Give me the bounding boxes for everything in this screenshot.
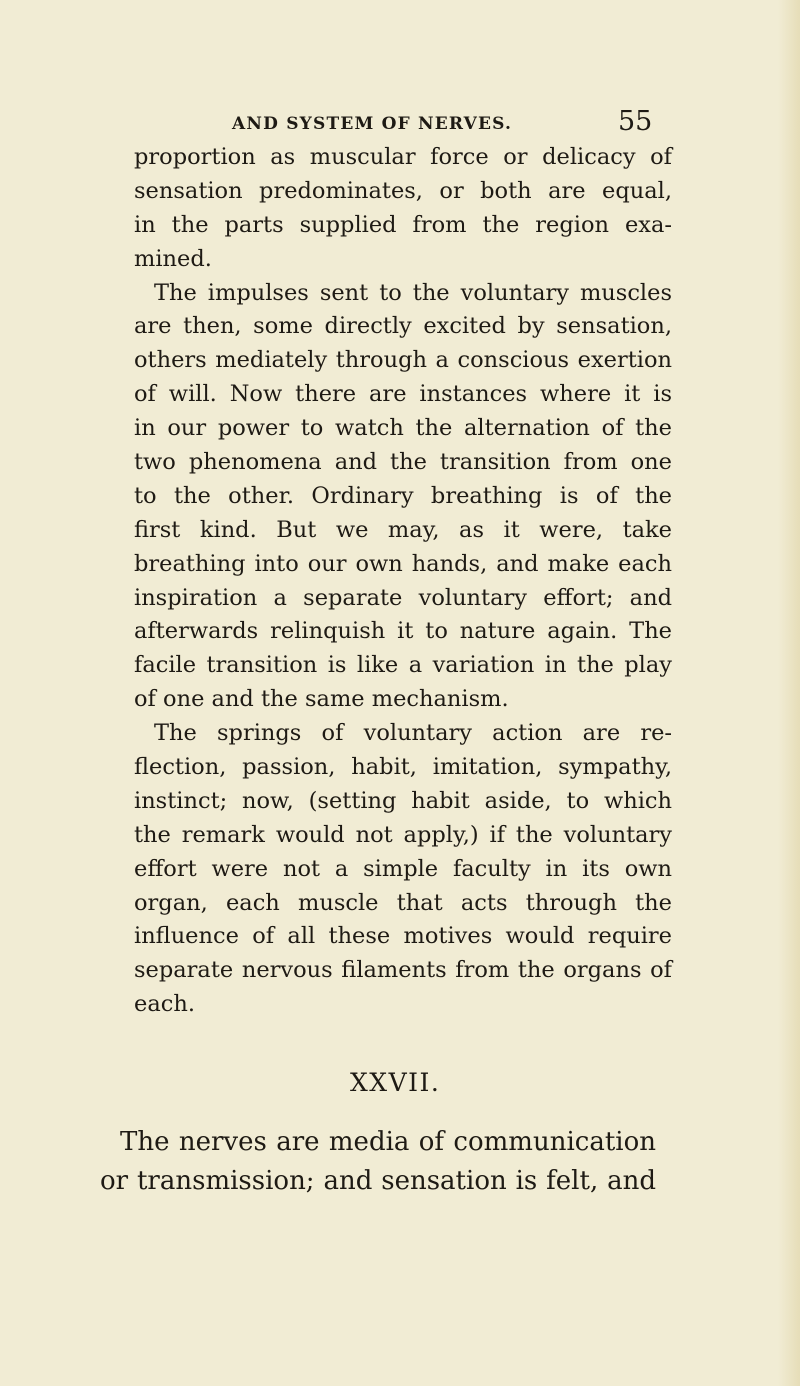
text-line: influence of all these motives would require [134,923,672,950]
text-line: inspiration a separate voluntary effort; and [134,584,672,611]
text-line: breathing into our own hands, and make each [134,550,672,577]
text-line: in the parts supplied from the region exa- [134,211,672,238]
text-line: The impulses sent to the voluntary muscles [154,279,672,306]
text-line: afterwards relinquish it to nature again. The [134,618,672,645]
text-line: each. [134,991,195,1018]
text-line: first kind. But we may, as it were, take [134,516,672,543]
section-text-line: or transmission; and sensation is felt, and [100,1166,656,1196]
text-line: proportion as muscular force or delicacy of [134,144,672,170]
text-line: The springs of voluntary action are re- [154,720,672,747]
text-line: facile transition is like a variation in the play [134,652,672,679]
text-line: in our power to watch the alternation of the [134,415,672,442]
page-edge [778,0,800,1386]
text-line: flection, passion, habit, imitation, sympathy, [134,754,672,781]
text-line: separate nervous filaments from the organs of [134,957,672,984]
text-line: two phenomena and the transition from one [134,449,672,476]
section-text-line: The nerves are media of communication [120,1127,656,1157]
section-number: XXVII. [350,1068,441,1097]
text-line: organ, each muscle that acts through the [134,889,672,916]
text-line: instinct; now, (setting habit aside, to which [134,787,672,814]
text-line: effort were not a simple faculty in its own [134,855,672,882]
section-text [100,1123,656,1201]
text-line: others mediately through a conscious exertion [134,347,672,374]
text-line: of will. Now there are instances where it is [134,381,672,408]
body-text [134,141,672,1022]
text-line: are then, some directly excited by sensation, [134,313,672,340]
text-line: to the other. Ordinary breathing is of the [134,482,672,509]
text-line: the remark would not apply,) if the voluntary [134,821,672,848]
running-head: AND SYSTEM OF NERVES. [232,114,513,134]
text-line: of one and the same mechanism. [134,686,509,713]
page-number: 55 [618,106,653,137]
text-line: sensation predominates, or both are equal, [134,177,672,204]
text-line: mined. [134,245,212,272]
